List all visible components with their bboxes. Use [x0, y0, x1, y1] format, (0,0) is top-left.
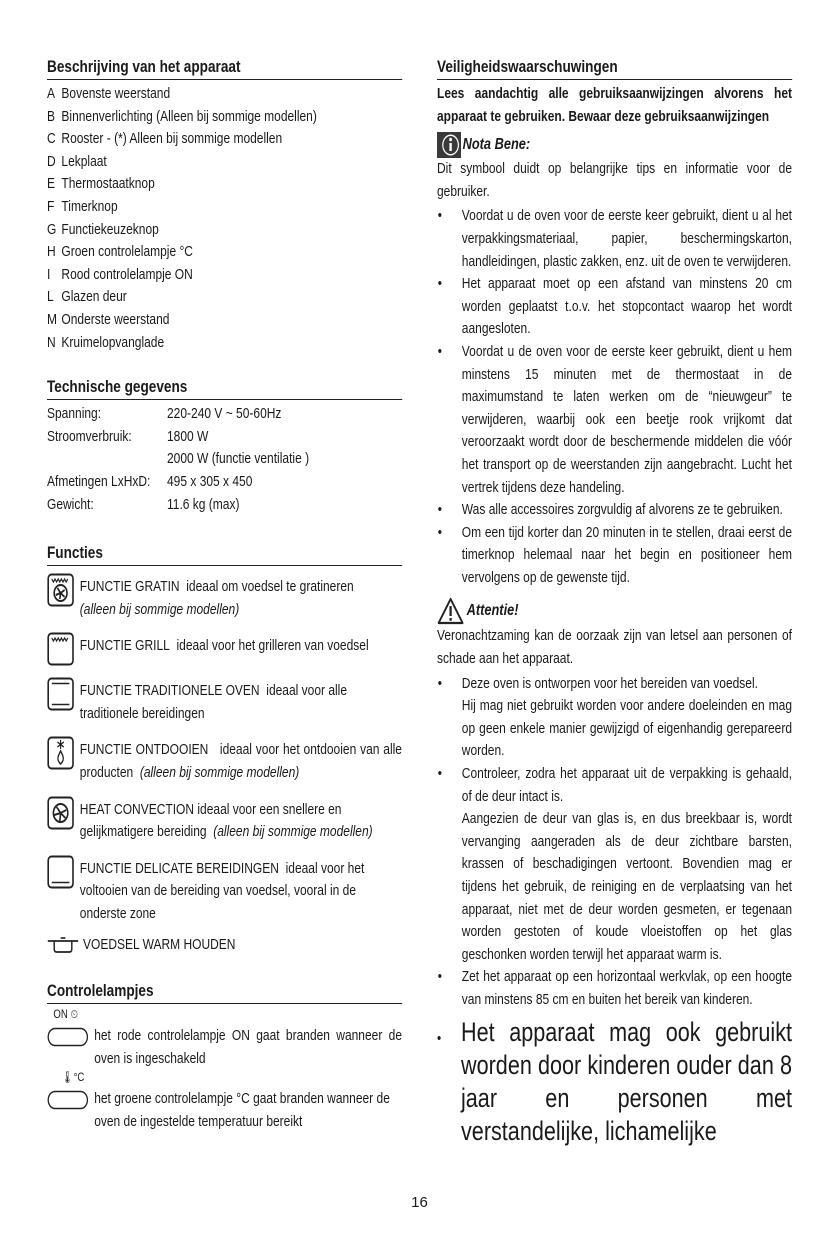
gratin-note: (alleen bij sommige modellen): [79, 600, 240, 618]
spec-value: 495 x 305 x 450: [167, 472, 253, 490]
spec-key: Stroomverbruik:: [47, 427, 132, 445]
traditional-desc: ideaal voor alle traditionele bereidingen: [79, 682, 348, 722]
description-item: [47, 173, 402, 196]
spec-row: [47, 403, 402, 426]
info-icon: [437, 132, 461, 158]
tech-heading: Technische gegevens: [47, 376, 402, 400]
function-traditional: [47, 676, 402, 725]
delicate-desc: ideaal voor het voltooien van de bereiding van voedsel, vooral in de onderste zone: [79, 859, 365, 923]
bullet-dot: •: [437, 765, 443, 783]
spec-key: [47, 448, 167, 471]
spec-value: 1800 W: [167, 427, 209, 445]
description-letter: I: [47, 265, 51, 283]
bullet-dot: •: [437, 523, 443, 541]
nota-bullet-text: Om een tijd korter dan 20 minuten in te stellen, draai eerst de timerknop helemaal naar het begin en positioneer hem vervolgens op de gewenste tijd.: [461, 523, 792, 586]
bullet-dot: •: [437, 207, 443, 225]
red-lamp-text: het rode controlelampje ON gaat branden wanneer de oven is ingeschakeld: [94, 1027, 402, 1067]
description-item: [47, 196, 402, 219]
spec-value: 11.6 kg (max): [167, 495, 240, 513]
description-list: [47, 83, 402, 354]
top-bottom-heat-icon: [47, 677, 74, 711]
spec-key: Afmetingen LxHxD:: [47, 472, 151, 490]
nota-bullet-text: Het apparaat moet op een afstand van minstens 20 cm worden geplaatst t.o.v. het stopcontact waarop het wordt aangesloten.: [461, 275, 792, 338]
spec-row: [47, 471, 402, 494]
nota-bullet: [437, 499, 792, 522]
description-label: Rooster - (*) Alleen bij sommige modellen: [61, 130, 283, 148]
description-label: Glazen deur: [61, 288, 127, 306]
nota-bullet: [437, 205, 792, 273]
spec-key: Spanning:: [47, 405, 102, 423]
description-item: [47, 264, 402, 287]
attentie-b1-line1: Deze oven is ontworpen voor het bereiden van voedsel.: [461, 674, 758, 692]
attentie-b2-line2: Aangezien de deur van glas is, en dus breekbaar is, wordt vervanging aangeraden als de deur zichtbare barsten, krassen of beschadigingen vertoont. Bovendien mag er tijdens het gebruik, de reiniging en de verplaatsing van het apparaat, niet met de deur worden gesmeten, er tegenaan worden gestoten of koude vloeistoffen op het glas geschonken worden terwijl het apparaat warm is.: [461, 810, 792, 963]
function-delicate: [47, 854, 402, 926]
description-item: [47, 128, 402, 151]
gratin-desc: ideaal om voedsel te gratineren: [186, 578, 354, 596]
green-lamp-icon: [47, 1090, 89, 1110]
attentie-bullet-2: [437, 763, 792, 966]
right-column: [437, 56, 792, 1148]
attentie-text: Veronachtzaming kan de oorzaak zijn van letsel aan personen of schade aan het apparaat.: [437, 627, 792, 668]
function-gratin: [47, 572, 402, 621]
function-keep-warm: [47, 934, 402, 957]
description-heading: Beschrijving van het apparaat: [47, 56, 402, 80]
description-label: Binnenverlichting (Alleen bij sommige modellen): [61, 107, 317, 125]
lamps-heading: Controlelampjes: [47, 980, 402, 1004]
tech-specs: [47, 403, 402, 516]
description-letter: F: [47, 197, 55, 215]
convection-name: HEAT CONVECTION: [79, 800, 195, 818]
defrost-desc: ideaal voor het ontdooien van alle producten: [79, 741, 402, 782]
delicate-name: FUNCTIE DELICATE BEREIDINGEN: [79, 859, 279, 877]
description-item: [47, 332, 402, 355]
description-label: Thermostaatknop: [61, 175, 155, 193]
attentie-b1-line2: Hij mag niet gebruikt worden voor andere doeleinden en mag op geen enkele manier gewijzigd of eigenhandig gerepareerd worden.: [461, 697, 792, 760]
green-lamp-symbol: 🌡°C: [61, 1070, 85, 1085]
grill-desc: ideaal voor het grilleren van voedsel: [176, 637, 369, 655]
description-letter: M: [47, 310, 57, 328]
description-letter: G: [47, 220, 57, 238]
spec-key: Gewicht:: [47, 495, 94, 513]
description-item: [47, 106, 402, 129]
safety-heading: Veiligheidswaarschuwingen: [437, 56, 792, 80]
spec-value: 220-240 V ~ 50-60Hz: [167, 405, 282, 423]
description-letter: B: [47, 107, 56, 125]
red-lamp-row: [47, 1025, 402, 1070]
description-letter: N: [47, 333, 56, 351]
function-defrost: [47, 735, 402, 784]
function-grill: [47, 631, 402, 666]
keep-warm-name: VOEDSEL WARM HOUDEN: [83, 935, 236, 953]
description-letter: E: [47, 175, 56, 193]
convection-note: (alleen bij sommige modellen): [213, 823, 373, 841]
description-label: Onderste weerstand: [61, 310, 170, 328]
description-letter: D: [47, 152, 56, 170]
nota-bullet: [437, 522, 792, 590]
description-label: Lekplaat: [61, 152, 107, 170]
description-item: [47, 219, 402, 242]
attentie-header: [437, 597, 792, 625]
description-letter: L: [47, 288, 54, 306]
spec-value: 2000 W (functie ventilatie ): [167, 450, 310, 468]
attentie-bullet-4: [437, 1016, 792, 1148]
description-item: [47, 309, 402, 332]
red-lamp-symbol: ON ⏲: [53, 1007, 78, 1022]
description-label: Functiekeuzeknop: [61, 220, 159, 238]
nota-bullet: [437, 273, 792, 341]
description-label: Bovenste weerstand: [61, 85, 171, 102]
convection-desc: ideaal voor een snellere en gelijkmatigere bereiding: [79, 800, 342, 841]
spec-row: [47, 448, 402, 471]
function-convection: [47, 795, 402, 844]
safety-intro: Lees aandachtig alle gebruiksaanwijzingen alvorens het apparaat te gebruiken. Bewaar deze gebruiksaanwijzingen: [437, 85, 792, 125]
description-label: Groen controlelampje °C: [61, 243, 193, 261]
green-lamp-text: het groene controlelampje °C gaat branden wanneer de oven de ingestelde temperatuur bereikt: [94, 1090, 390, 1130]
description-letter: C: [47, 130, 56, 148]
nota-bullet-text: Was alle accessoires zorgvuldig af alvorens ze te gebruiken.: [461, 501, 783, 519]
defrost-note: (alleen bij sommige modellen): [139, 764, 300, 782]
attentie-b2-line1: Controleer, zodra het apparaat uit de verpakking is gehaald, of de deur intact is.: [461, 765, 792, 805]
grill-icon: [47, 632, 74, 666]
functions-heading: Functies: [47, 542, 402, 566]
description-label: Kruimelopvanglade: [61, 333, 165, 351]
red-lamp-icon: [47, 1027, 89, 1047]
fan-icon: [47, 796, 74, 830]
attentie-b3: Zet het apparaat op een horizontaal werkvlak, op een hoogte van minstens 85 cm en buiten het bereik van kinderen.: [461, 968, 792, 1008]
page-number: 16: [411, 1194, 428, 1211]
description-label: Timerknop: [61, 197, 118, 215]
nota-bullets: [437, 205, 792, 589]
attentie-label: Attentie!: [466, 602, 519, 620]
gratin-name: FUNCTIE GRATIN: [79, 578, 180, 596]
left-column: [47, 56, 402, 1134]
attentie-b4: Het apparaat mag ook gebruikt worden door kinderen ouder dan 8 jaar en personen met verstandelijke, lichamelijke: [461, 1016, 792, 1146]
nota-bene-label: Nota Bene:: [462, 136, 531, 154]
bullet-dot: •: [437, 1029, 442, 1047]
defrost-icon: [47, 736, 74, 770]
grill-fan-icon: [47, 573, 74, 607]
warning-icon: [437, 597, 464, 625]
attentie-bullet-1: [437, 673, 792, 763]
nota-bullet-text: Voordat u de oven voor de eerste keer gebruikt, dient u al het verpakkingsmateriaal, papier, beschermingskarton, handleidingen, plastic zakken, enz. uit de oven te verwijderen.: [461, 207, 792, 270]
description-letter: H: [47, 243, 56, 261]
bullet-dot: •: [437, 501, 443, 519]
nota-bullet-text: Voordat u de oven voor de eerste keer gebruikt, dient u hem minstens 15 minuten met de thermostaat in de maximumstand te laten werken om de “nieuwgeur” te verwijderen, waarbij ook een beetje rook vrijkomt dat veroorzaakt wordt door de beschermende middelen die vóór het transport op de weerstanden zijn aangebracht. Lucht het vertrek tijdens deze handeling.: [461, 342, 792, 496]
spec-row: [47, 494, 402, 517]
description-item: [47, 83, 402, 106]
defrost-name: FUNCTIE ONTDOOIEN: [79, 741, 209, 759]
bullet-dot: •: [437, 968, 443, 986]
nota-bene-header: [437, 132, 792, 158]
grill-name: FUNCTIE GRILL: [79, 637, 170, 655]
description-letter: A: [47, 85, 56, 102]
description-item: [47, 286, 402, 309]
bottom-heat-icon: [47, 855, 74, 889]
attentie-bullet-3: [437, 966, 792, 1011]
traditional-name: FUNCTIE TRADITIONELE OVEN: [79, 682, 260, 700]
bullet-dot: •: [437, 342, 443, 360]
green-lamp-row: [47, 1088, 402, 1133]
bullet-dot: •: [437, 674, 443, 692]
bullet-dot: •: [437, 275, 443, 293]
pot-icon: [47, 937, 79, 953]
description-label: Rood controlelampje ON: [61, 265, 193, 283]
description-item: [47, 241, 402, 264]
spec-row: [47, 426, 402, 449]
nota-bullet: [437, 341, 792, 499]
nota-bene-text: Dit symbool duidt op belangrijke tips en informatie voor de gebruiker.: [437, 160, 792, 200]
description-item: [47, 151, 402, 174]
